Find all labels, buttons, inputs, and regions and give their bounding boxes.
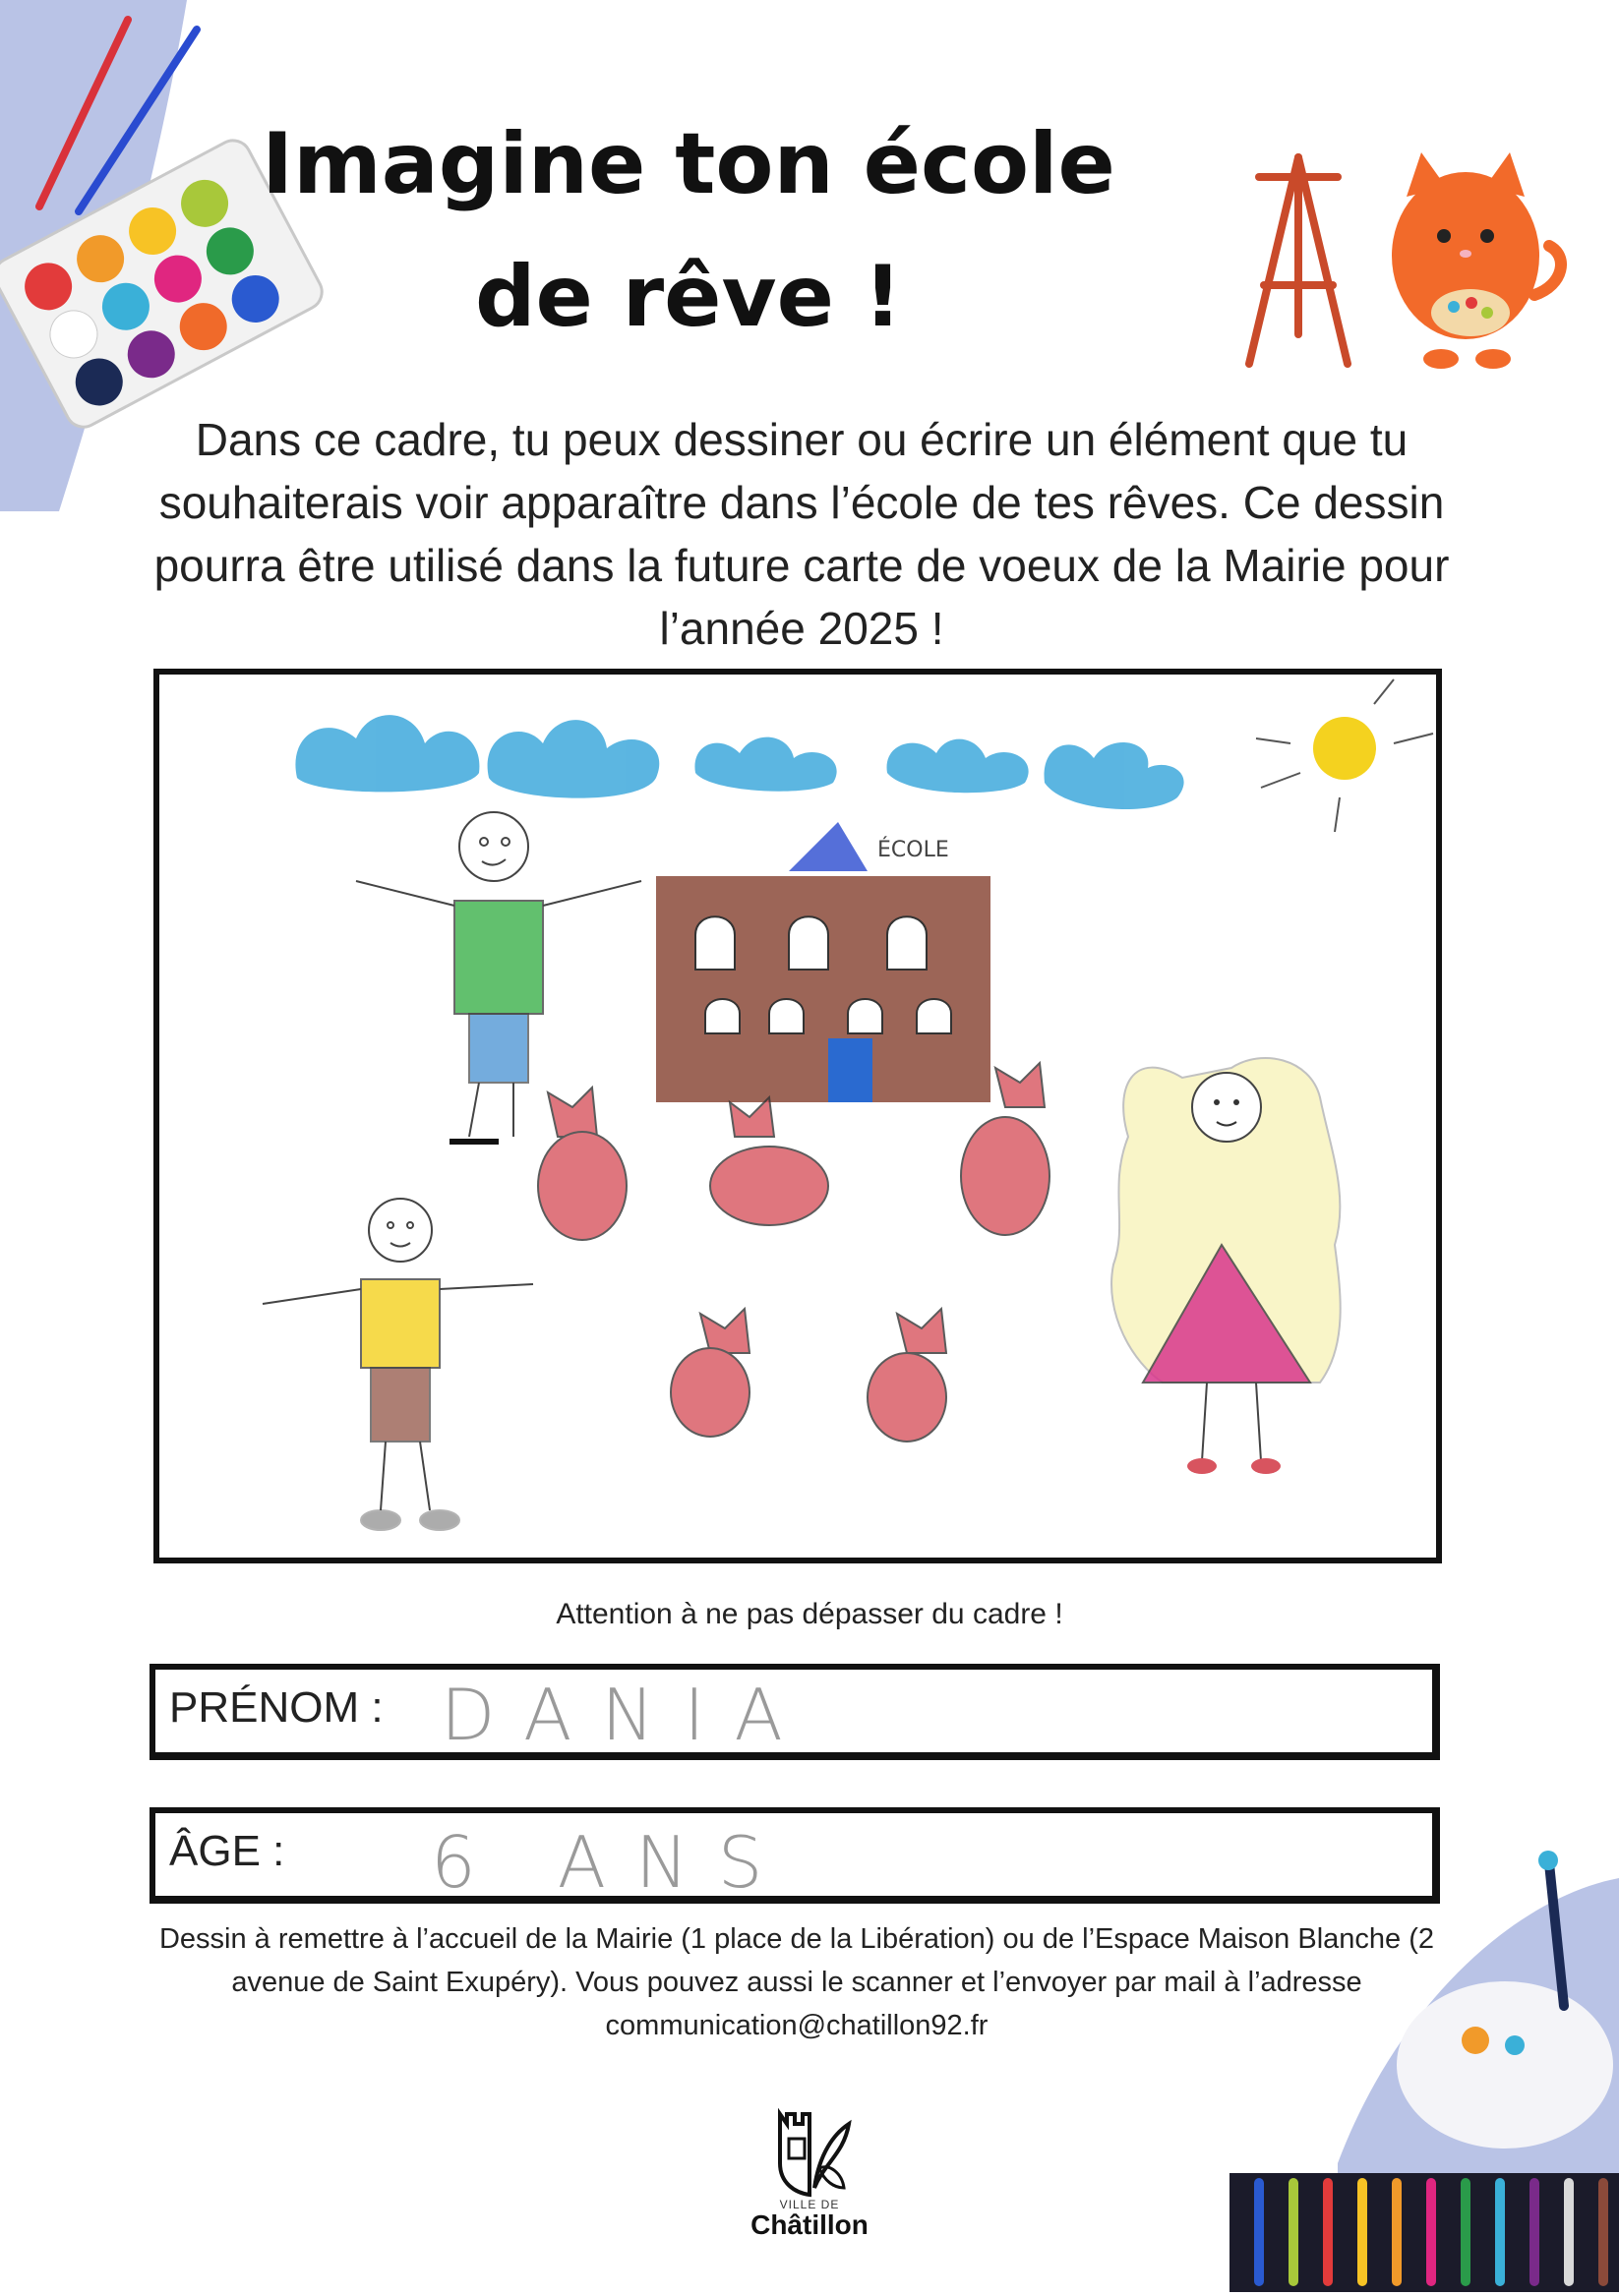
- page-title: [197, 98, 1180, 364]
- cat-painter-decoration: [1220, 138, 1574, 374]
- sun: [1256, 679, 1433, 832]
- age-label: ÂGE :: [169, 1827, 285, 1875]
- age-value: 6 ANS: [431, 1821, 793, 1904]
- child-drawing: [159, 675, 1436, 1558]
- castle-leaf-icon: [765, 2104, 854, 2198]
- drawing-frame: [153, 669, 1442, 1563]
- figure-yellow-shirt: [263, 1199, 533, 1530]
- logo-subtitle: VILLE DE: [779, 2198, 840, 2211]
- logo-city-name: Châtillon: [750, 2209, 869, 2240]
- chatillon-logo: [711, 2104, 908, 2252]
- name-value: DANIA: [441, 1674, 812, 1756]
- school-building: [656, 822, 990, 1102]
- frame-warning: Attention à ne pas dépasser du cadre !: [556, 1598, 1063, 1630]
- submission-instructions: Dessin à remettre à l’accueil de la Mairie (1 place de la Libération) ou de l’Espace Maison Blanche (2 avenue de Saint Exupéry). Vous pouvez aussi le scanner et l’envoyer par mail à l’adresse communication@chatillon92.fr: [158, 1923, 1434, 2041]
- title-line-1: Imagine ton école: [262, 115, 1115, 213]
- school-sign: ÉCOLE: [877, 838, 949, 862]
- instructions-text: Dans ce cadre, tu peux dessiner ou écrire un élément que tu souhaiterais voir apparaître dans l’école de tes rêves. Ce dessin pourra être utilisé dans la future carte de voeux de la Mairie pour l’année 2025 !: [153, 414, 1450, 654]
- name-field[interactable]: [150, 1664, 1440, 1760]
- name-label: PRÉNOM :: [169, 1683, 384, 1732]
- title-line-2: de rêve !: [474, 248, 903, 346]
- figure-green-shirt: [356, 812, 641, 1142]
- palette-pencils-decoration: [1220, 1839, 1619, 2292]
- cats: [538, 1063, 1049, 1442]
- figure-pink-dress: [1111, 1058, 1341, 1474]
- clouds: [295, 715, 1183, 809]
